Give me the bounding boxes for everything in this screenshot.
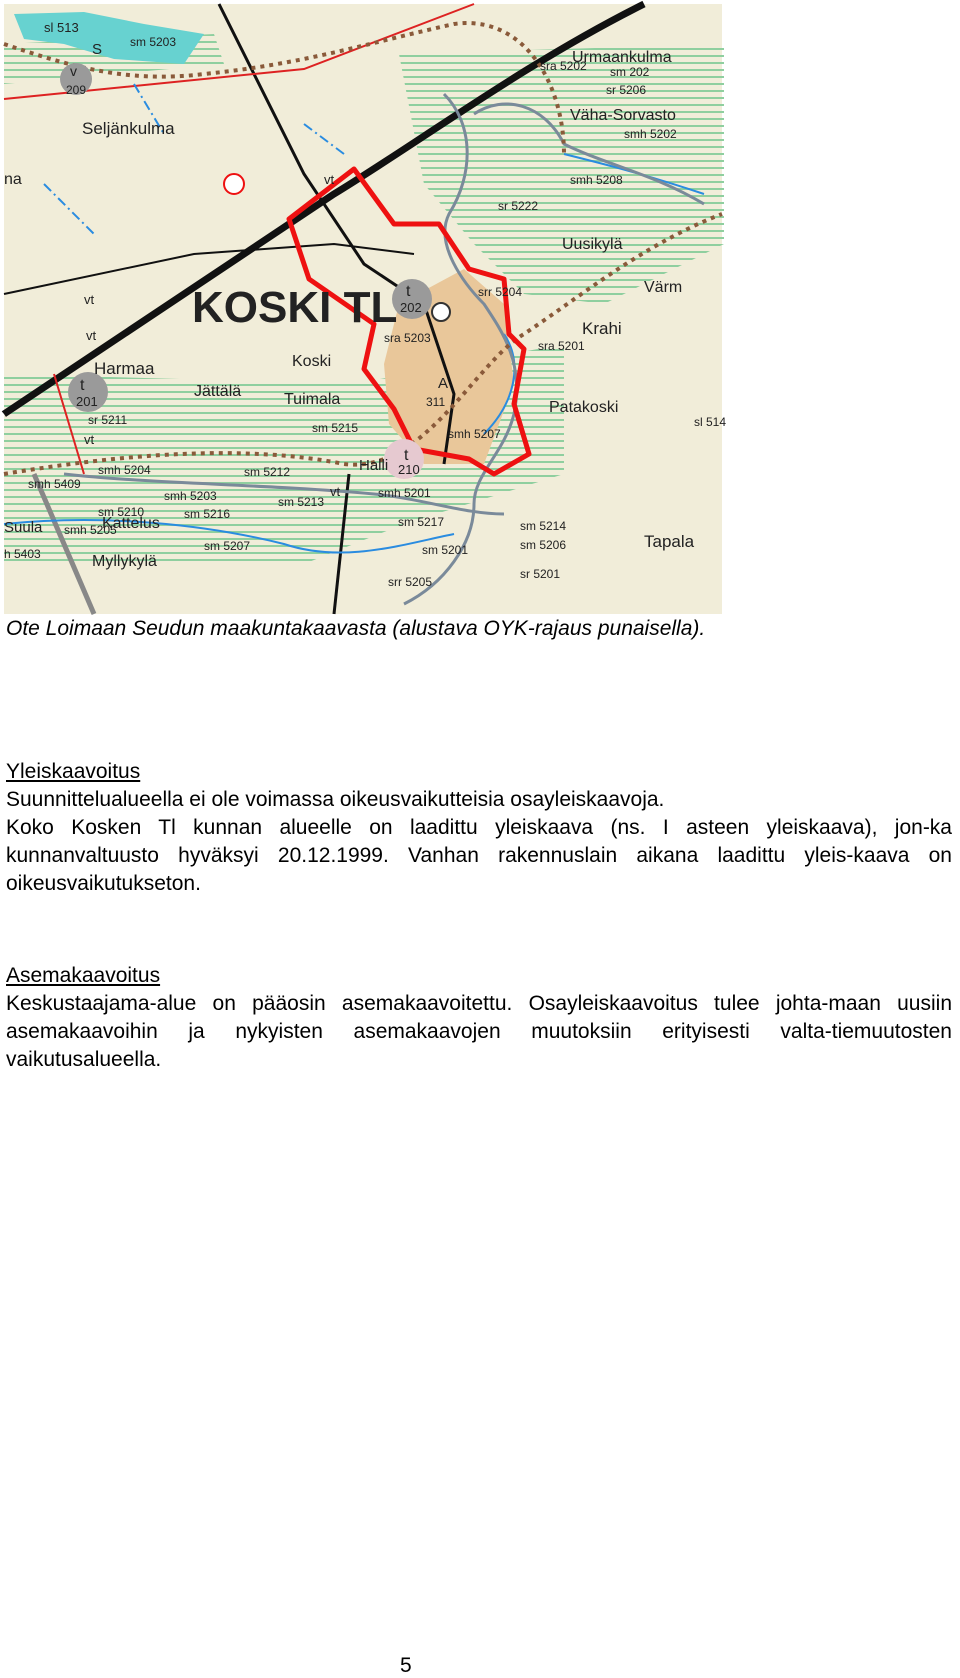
z-symbol bbox=[224, 174, 244, 194]
code-label: sm 5213 bbox=[278, 495, 325, 509]
section-heading: Yleiskaavoitus bbox=[6, 760, 141, 783]
code-label: smh 5207 bbox=[448, 427, 501, 441]
code-label: vt bbox=[84, 292, 95, 307]
code-label: sra 5201 bbox=[538, 339, 585, 353]
code-label: sm 202 bbox=[610, 65, 650, 79]
place-label: Halli bbox=[359, 457, 389, 474]
code-label: sm 5212 bbox=[244, 465, 291, 479]
place-label: Tuimala bbox=[284, 391, 341, 408]
code-label: vt bbox=[84, 432, 95, 447]
code-label: sra 5203 bbox=[384, 331, 431, 345]
code-label: h 5403 bbox=[4, 547, 41, 561]
place-label: Värm bbox=[644, 279, 683, 296]
code-label: sm 5217 bbox=[398, 515, 445, 529]
section-body bbox=[6, 990, 952, 1074]
code-label: sr 5222 bbox=[498, 199, 539, 213]
code-label: sm 5214 bbox=[520, 519, 567, 533]
place-label: Jättälä bbox=[194, 383, 242, 400]
code-label: 202 bbox=[400, 300, 422, 315]
code-label: sr 5206 bbox=[606, 83, 647, 97]
code-label: smh 5204 bbox=[98, 463, 151, 477]
code-label: vt bbox=[330, 484, 341, 499]
z-symbol-2 bbox=[432, 303, 450, 321]
regional-plan-map bbox=[4, 4, 727, 614]
code-label: t bbox=[406, 283, 411, 300]
map-caption: Ote Loimaan Seudun maakuntakaavasta (alustava OYK-rajaus punaisella). bbox=[6, 617, 706, 640]
code-label: srr 5204 bbox=[478, 285, 523, 299]
code-label: smh 5201 bbox=[378, 486, 431, 500]
paragraph: Keskustaajama-alue on pääosin asemakaavoitettu. Osayleiskaavoitus tulee johta-maan uusiin asemakaavoihin ja nykyisten asemakaavojen muutoksiin erityisesti valta-tiemuutosten vaikutusalueella. bbox=[6, 992, 952, 1071]
code-label: sl 513 bbox=[44, 20, 79, 35]
code-label: sm 5216 bbox=[184, 507, 231, 521]
place-label: Urmaankulma bbox=[572, 49, 672, 66]
code-label: vt bbox=[324, 172, 335, 187]
place-label: Suula bbox=[4, 519, 43, 536]
code-label: sra 5202 bbox=[540, 59, 587, 73]
code-label: smh 5409 bbox=[28, 477, 81, 491]
place-label: Väha-Sorvasto bbox=[570, 107, 676, 124]
place-label: Harmaa bbox=[94, 359, 155, 378]
section-asemakaavoitus bbox=[6, 962, 952, 1074]
code-label: 201 bbox=[76, 394, 98, 409]
code-label: srr 5205 bbox=[388, 575, 433, 589]
code-label: sr 5201 bbox=[520, 567, 561, 581]
code-label: sr 5211 bbox=[88, 413, 128, 427]
paragraph: Suunnittelualueella ei ole voimassa oikeusvaikutteisia osayleiskaavoja. bbox=[6, 788, 665, 811]
place-label: Koski bbox=[292, 353, 332, 370]
code-label: sm 5210 bbox=[98, 505, 145, 519]
code-label: sm 5203 bbox=[130, 35, 177, 49]
code-label: smh 5203 bbox=[164, 489, 217, 503]
place-label: Uusikylä bbox=[562, 236, 623, 253]
code-label: S bbox=[92, 41, 103, 58]
section-body bbox=[6, 786, 952, 898]
place-label: Patakoski bbox=[549, 399, 619, 416]
town-label: KOSKI TL bbox=[192, 283, 398, 332]
code-label: smh 5205 bbox=[64, 523, 117, 537]
code-label: sl 514 bbox=[694, 415, 727, 429]
page-number: 5 bbox=[400, 1654, 412, 1677]
green-zone-northeast bbox=[399, 44, 724, 304]
place-label: Tapala bbox=[644, 532, 695, 551]
code-label: 311 bbox=[426, 395, 446, 409]
section-heading: Asemakaavoitus bbox=[6, 964, 161, 987]
place-label: Krahi bbox=[582, 319, 622, 338]
code-label: 210 bbox=[398, 462, 420, 477]
code-label: t bbox=[404, 447, 409, 464]
code-label: sm 5201 bbox=[422, 543, 469, 557]
place-label: na bbox=[4, 171, 22, 188]
code-label: smh 5202 bbox=[624, 127, 677, 141]
code-label: A bbox=[438, 375, 449, 392]
code-label: sm 5215 bbox=[312, 421, 359, 435]
map-graphic bbox=[4, 4, 727, 614]
code-label: sm 5207 bbox=[204, 539, 251, 553]
place-label: Myllykylä bbox=[92, 553, 157, 570]
paragraph: Koko Kosken Tl kunnan alueelle on laadittu yleiskaava (ns. I asteen yleiskaava), jon-ka kunnanvaltuusto hyväksyi 20.12.1999. Vanhan rakennuslain aikana laadittu yleis-kaava on oikeusvaikutukseton. bbox=[6, 816, 952, 895]
code-label: 209 bbox=[66, 83, 87, 97]
section-yleiskaavoitus bbox=[6, 758, 952, 898]
code-label: smh 5208 bbox=[570, 173, 623, 187]
code-label: t bbox=[80, 377, 85, 394]
code-label: vt bbox=[86, 328, 97, 343]
place-label: Kattelus bbox=[102, 515, 160, 532]
place-label: Seljänkulma bbox=[82, 119, 175, 138]
code-label: sm 5206 bbox=[520, 538, 567, 552]
code-label: v bbox=[70, 63, 77, 79]
